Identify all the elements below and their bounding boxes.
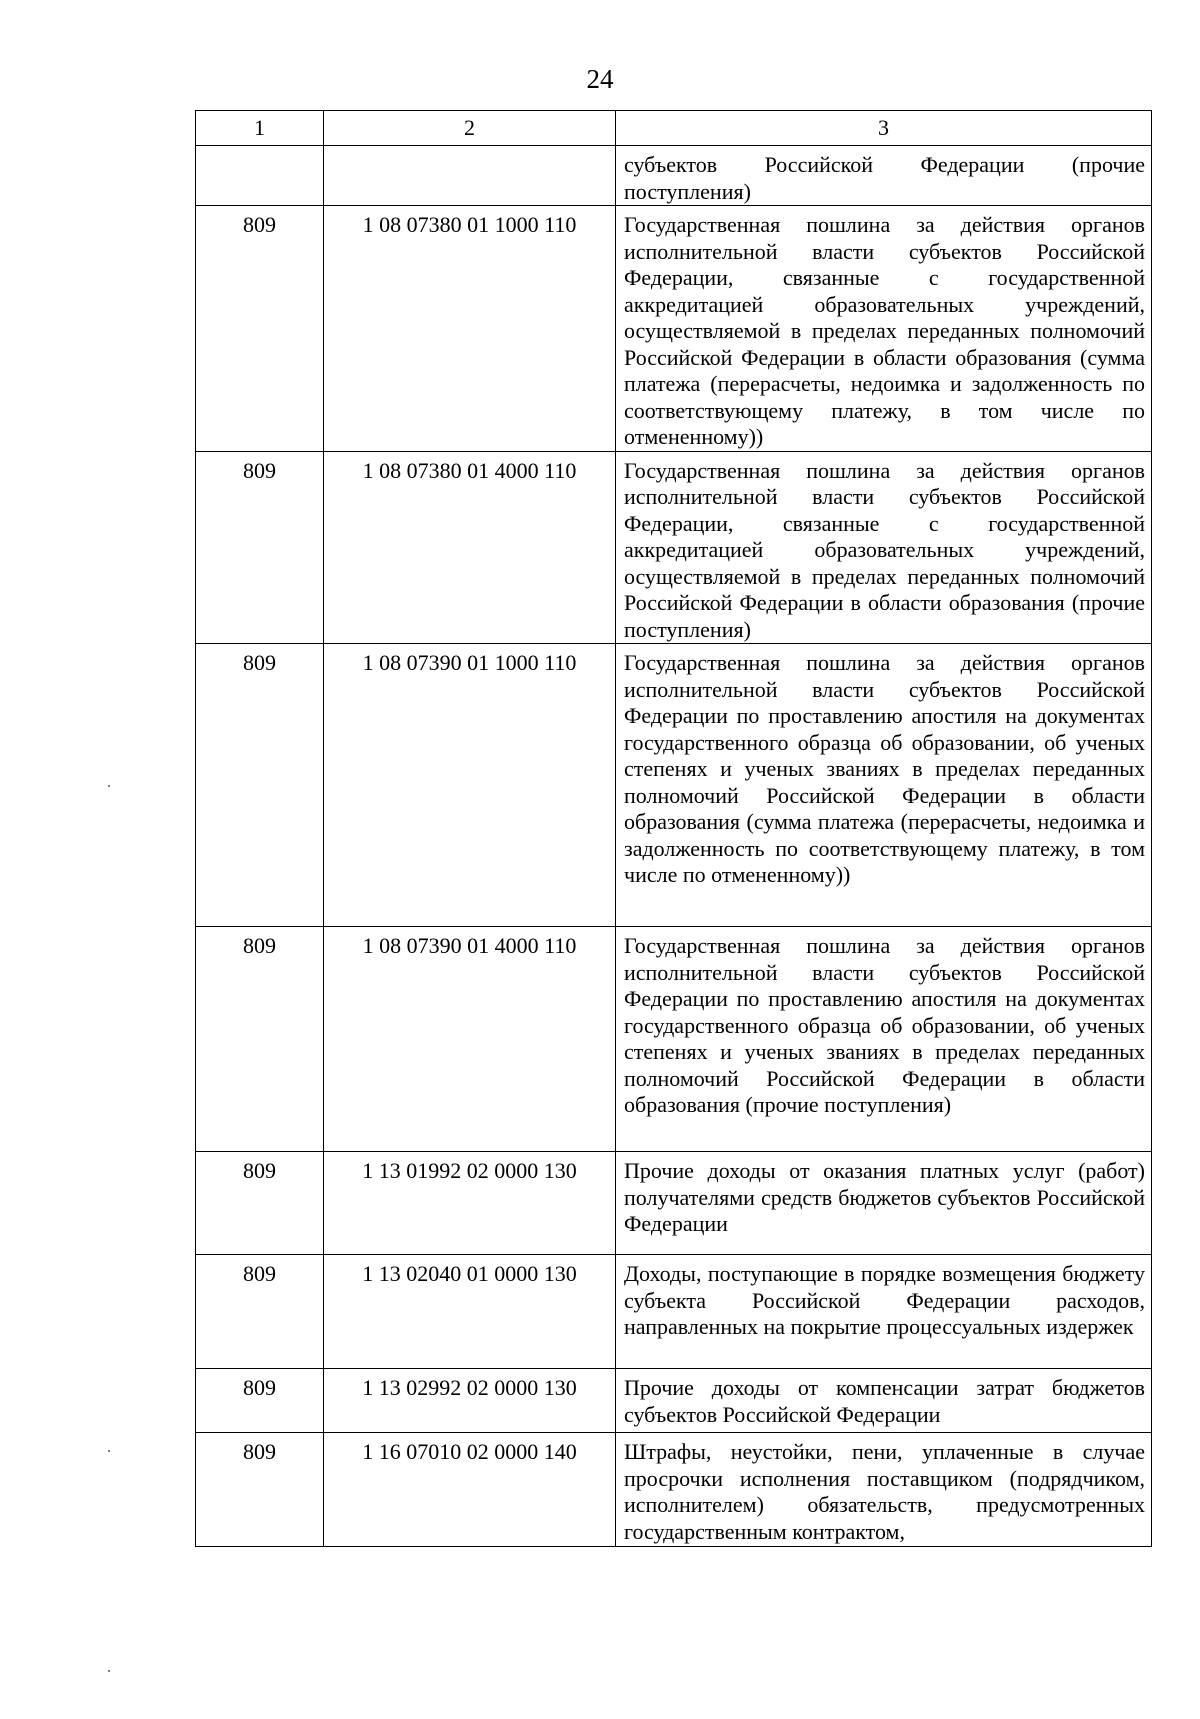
budget-code-cell	[324, 146, 616, 206]
scan-speck	[108, 1670, 110, 1672]
description-cell: Прочие доходы от оказания платных услуг (работ) получателями средств бюджетов субъектов Российской Федерации	[616, 1152, 1152, 1255]
scan-speck	[108, 1450, 110, 1452]
table-header-row	[196, 111, 1152, 146]
budget-code-cell: 1 08 07390 01 1000 110	[324, 644, 616, 927]
admin-code-cell: 809	[196, 644, 324, 927]
revenue-codes-table	[195, 110, 1152, 1547]
scan-speck	[108, 785, 110, 787]
table-row	[196, 927, 1152, 1152]
column-header-1: 1	[196, 111, 324, 146]
description-cell: Государственная пошлина за действия органов исполнительной власти субъектов Российской Федерации по проставлению апостиля на документах государственного образца об образовании, об ученых степенях и ученых званиях в пределах переданных полномочий Российской Федерации в области образования (прочие поступления)	[616, 927, 1152, 1152]
admin-code-cell: 809	[196, 1369, 324, 1433]
description-cell: Государственная пошлина за действия органов исполнительной власти субъектов Российской Федерации по проставлению апостиля на документах государственного образца об образовании, об ученых степенях и ученых званиях в пределах переданных полномочий Российской Федерации в области образования (сумма платежа (перерасчеты, недоимка и задолженность по соответствующему платежу, в том числе по отмененному))	[616, 644, 1152, 927]
table-row	[196, 1369, 1152, 1433]
budget-code-cell: 1 08 07390 01 4000 110	[324, 927, 616, 1152]
budget-code-cell: 1 13 02992 02 0000 130	[324, 1369, 616, 1433]
description-cell: субъектов Российской Федерации (прочие поступления)	[616, 146, 1152, 206]
column-header-2: 2	[324, 111, 616, 146]
admin-code-cell: 809	[196, 1433, 324, 1547]
table-row	[196, 451, 1152, 644]
table-row	[196, 1255, 1152, 1369]
admin-code-cell: 809	[196, 927, 324, 1152]
page-number: 24	[586, 64, 614, 94]
description-cell: Государственная пошлина за действия органов исполнительной власти субъектов Российской Федерации, связанные с государственной аккредитацией образовательных учреждений, осуществляемой в пределах переданных полномочий Российской Федерации в области образования (сумма платежа (перерасчеты, недоимка и задолженность по соответствующему платежу, в том числе по отмененному))	[616, 206, 1152, 452]
table-row	[196, 1433, 1152, 1547]
table-row	[196, 1152, 1152, 1255]
budget-code-cell: 1 13 01992 02 0000 130	[324, 1152, 616, 1255]
table-row	[196, 644, 1152, 927]
description-cell: Прочие доходы от компенсации затрат бюджетов субъектов Российской Федерации	[616, 1369, 1152, 1433]
column-header-3: 3	[616, 111, 1152, 146]
budget-code-cell: 1 13 02040 01 0000 130	[324, 1255, 616, 1369]
budget-code-cell: 1 08 07380 01 1000 110	[324, 206, 616, 452]
description-cell: Штрафы, неустойки, пени, уплаченные в случае просрочки исполнения поставщиком (подрядчиком, исполнителем) обязательств, предусмотренных государственным контрактом,	[616, 1433, 1152, 1547]
budget-code-cell: 1 16 07010 02 0000 140	[324, 1433, 616, 1547]
admin-code-cell: 809	[196, 206, 324, 452]
budget-code-cell: 1 08 07380 01 4000 110	[324, 451, 616, 644]
admin-code-cell: 809	[196, 1255, 324, 1369]
table-row	[196, 206, 1152, 452]
admin-code-cell	[196, 146, 324, 206]
description-cell: Доходы, поступающие в порядке возмещения бюджету субъекта Российской Федерации расходов, направленных на покрытие процессуальных издержек	[616, 1255, 1152, 1369]
admin-code-cell: 809	[196, 1152, 324, 1255]
admin-code-cell: 809	[196, 451, 324, 644]
table-row	[196, 146, 1152, 206]
description-cell: Государственная пошлина за действия органов исполнительной власти субъектов Российской Федерации, связанные с государственной аккредитацией образовательных учреждений, осуществляемой в пределах переданных полномочий Российской Федерации в области образования (прочие поступления)	[616, 451, 1152, 644]
